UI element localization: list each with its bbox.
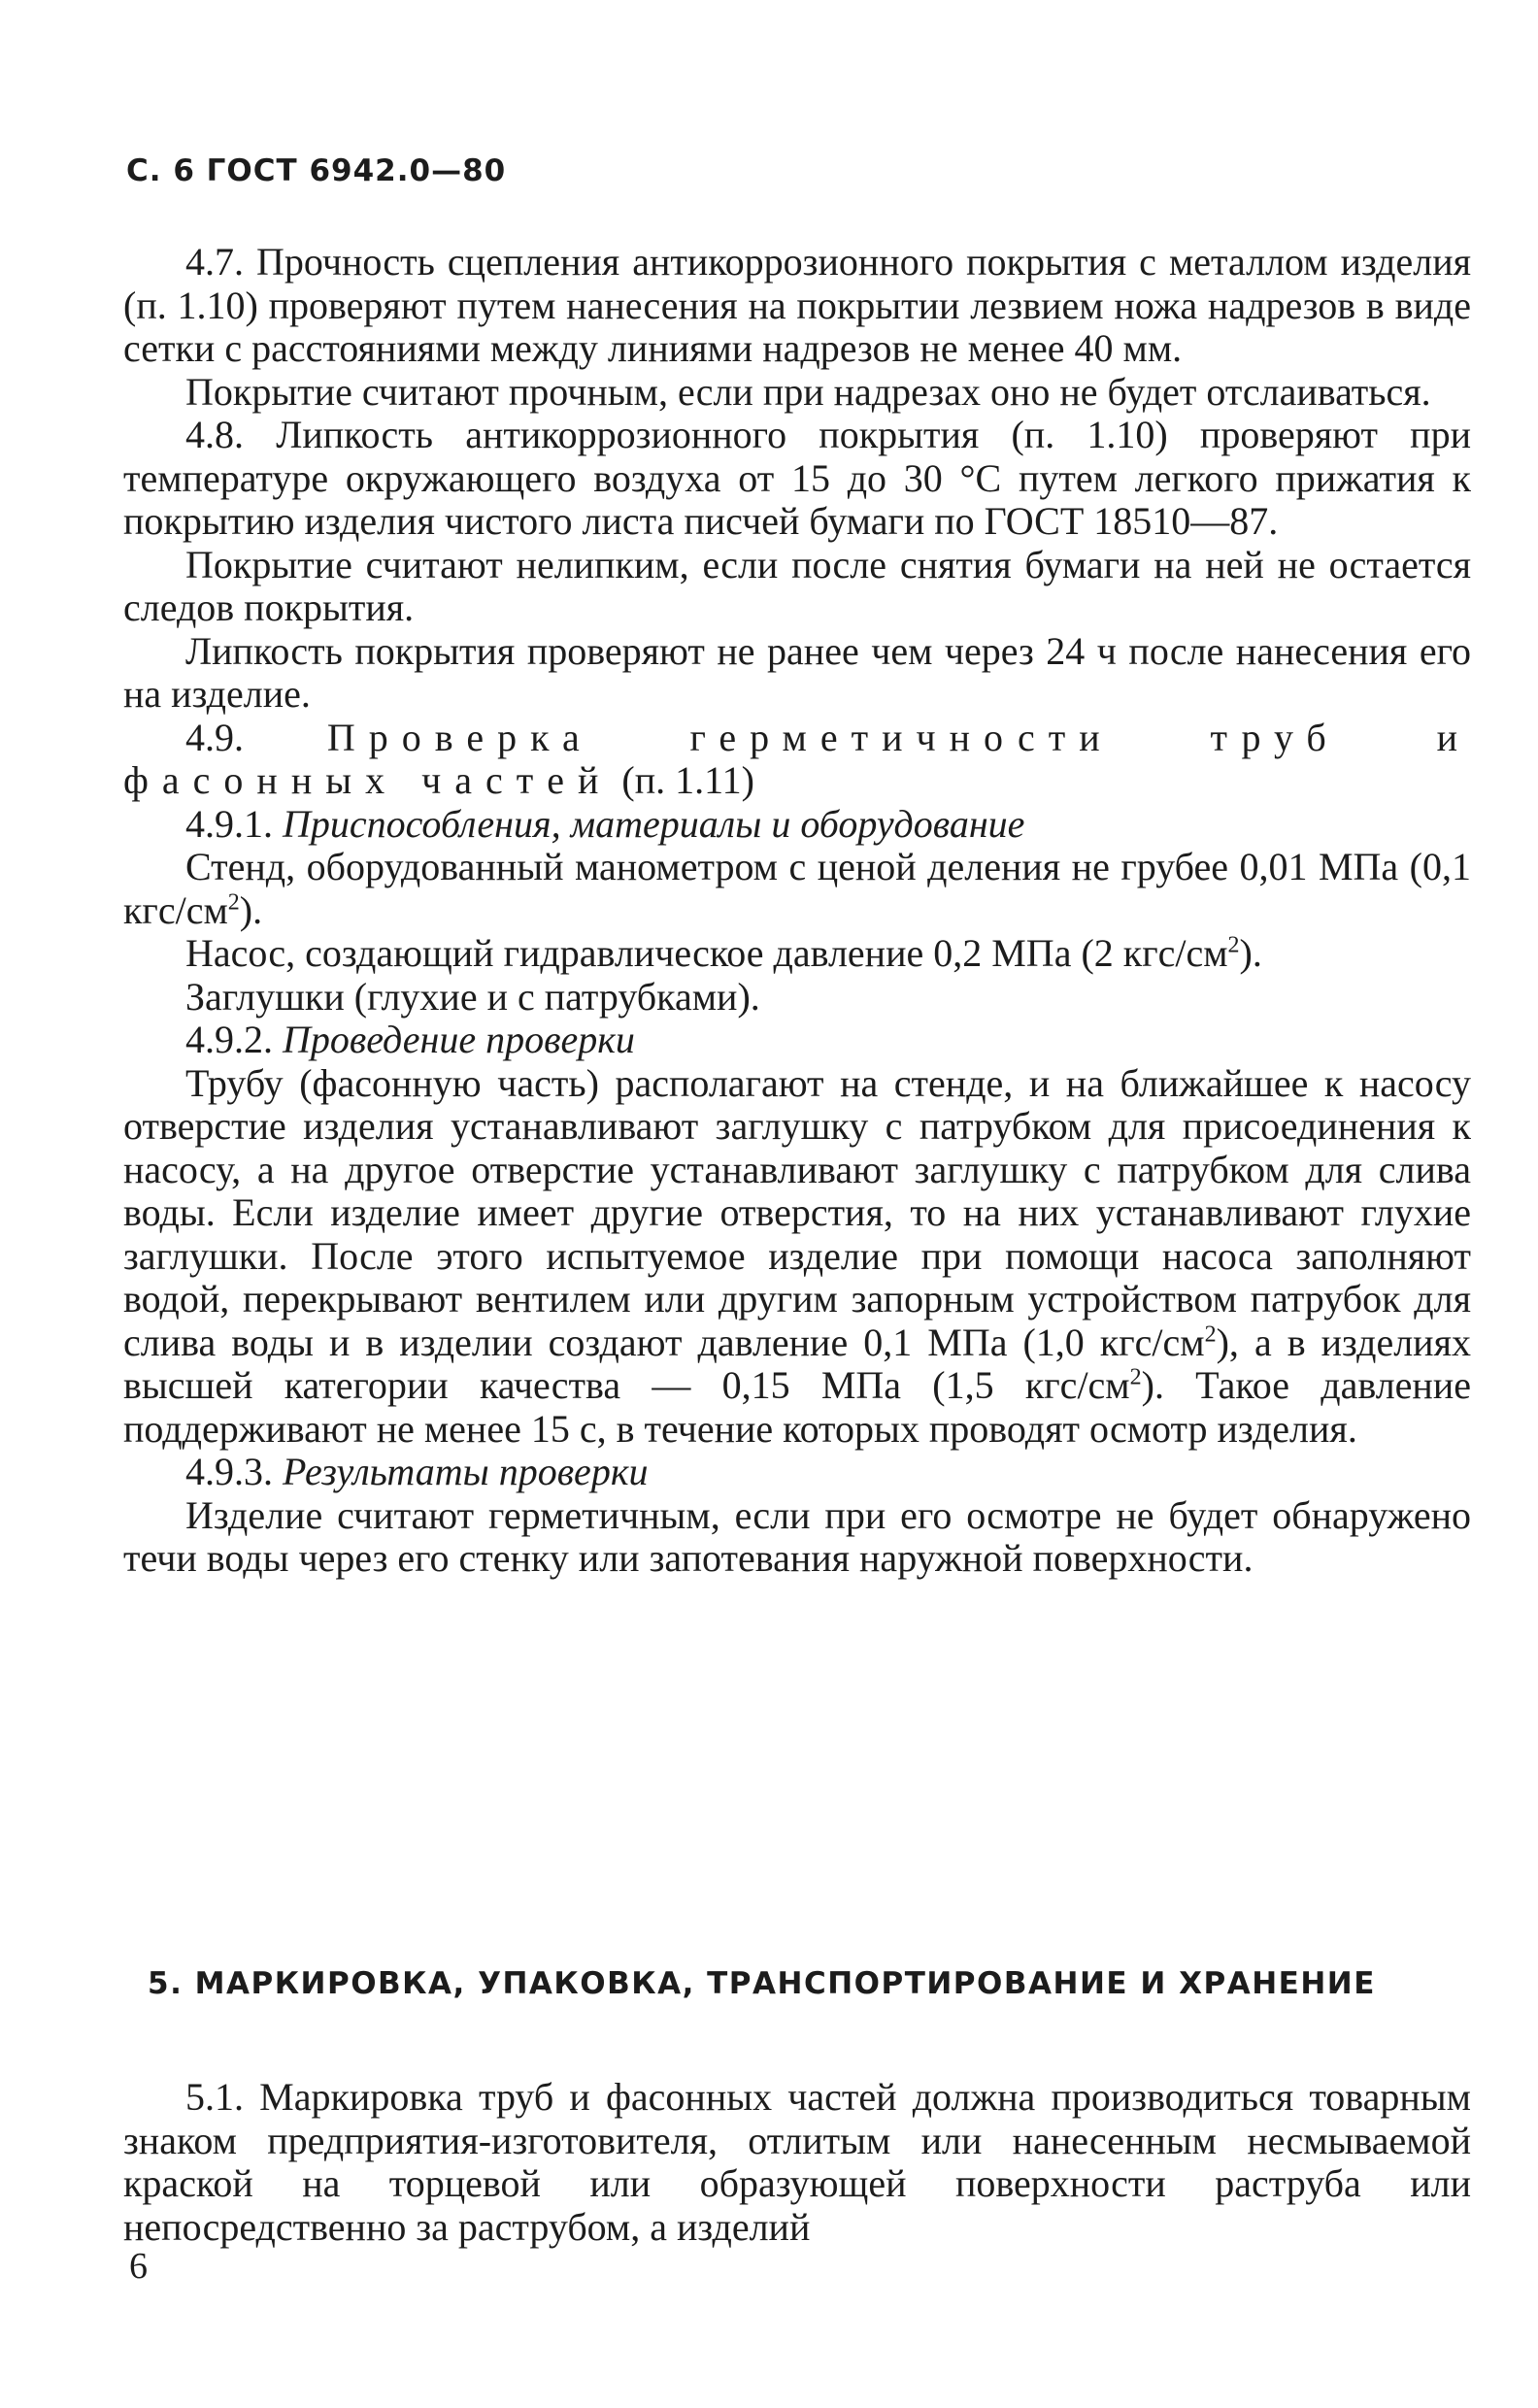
clause-title-italic: Проведение проверки	[283, 1018, 635, 1061]
paragraph-4-8-timing: Липкость покрытия проверяют не ранее чем через 24 ч после нанесения его на изделие.	[123, 628, 1471, 716]
superscript: 2	[1227, 932, 1240, 958]
paragraph-4-7: 4.7. Прочность сцепления антикоррозионного покрытия с металлом изделия (п. 1.10) проверяют путем нанесения на покрытии лезвием ножа надрезов в виде сетки с расстояниями между линиями надрезов не менее 40 мм.	[123, 240, 1471, 370]
paragraph-5-1: 5.1. Маркировка труб и фасонных частей должна производиться товарным знаком предприятия-изготовителя, отлитым или нанесенным несмываемой краской на торцевой или образующей поверхности раструба или непосредственно за раструбом, а изделий	[123, 2075, 1471, 2249]
clause-title-spaced: Проверка герметичности труб и фасонных частей	[123, 715, 1471, 802]
text-run: ).	[239, 887, 263, 932]
text-run: Трубу (фасонную часть) располагают на стенде, и на ближайшее к насосу отверстие изделия устанавливают заглушку с патрубком для присоединения к насосу, а на другое отверстие устанавливают заглушку с патрубком для слива воды. Если изделие имеет другие отверстия, то на них устанавливают глухие заглушки. После этого испытуемое изделие при помощи насоса заполняют водой, перекрывают вентилем или другим запорным устройством патрубок для слива воды и в изделии создают давление 0,1 МПа (1,0 кгс/см	[123, 1060, 1471, 1364]
text-run: ).	[1239, 931, 1262, 975]
paragraph-stand	[123, 846, 1471, 932]
paragraph-4-9-2	[123, 1019, 1471, 1062]
running-head: С. 6 ГОСТ 6942.0—80	[126, 153, 507, 188]
superscript: 2	[1129, 1364, 1142, 1390]
clause-title-italic: Приспособления, материалы и оборудование	[283, 801, 1025, 846]
paragraph-4-9-3	[123, 1451, 1471, 1494]
superscript: 2	[227, 889, 240, 916]
text-run: Насос, создающий гидравлическое давление 0,2 МПа (2 кгс/см	[185, 931, 1228, 975]
text-run: Стенд, оборудованный манометром с ценой деления не грубее 0,01 МПа (0,1 кгс/см	[123, 845, 1471, 932]
clause-number: 4.9.2.	[185, 1018, 273, 1061]
section-text	[123, 2076, 1471, 2249]
paragraph-pump	[123, 932, 1471, 976]
paragraph-plugs: Заглушки (глухие и с патрубками).	[185, 974, 760, 1019]
clause-reference: (п. 1.11)	[621, 758, 754, 802]
text-run: ), а в изделиях высшей категории качества — 0,15 МПа (1,5 кгс/см	[123, 1320, 1471, 1407]
paragraph-4-8: 4.8. Липкость антикоррозионного покрытия (п. 1.10) проверяют при температуре окружающего воздуха от 15 до 30 °С путем легкого прижатия к покрытию изделия чистого листа писчей бумаги по ГОСТ 18510—87.	[123, 413, 1471, 543]
paragraph-procedure	[123, 1062, 1471, 1452]
paragraph-result: Изделие считают герметичным, если при его осмотре не будет обнаружено течи воды через его стенку или запотевания наружной поверхности.	[123, 1492, 1471, 1580]
paragraph-4-9-1	[123, 803, 1471, 847]
main-text	[123, 241, 1471, 1581]
paragraph-4-9	[123, 717, 1471, 803]
section-heading: 5. МАРКИРОВКА, УПАКОВКА, ТРАНСПОРТИРОВАНИЕ И ХРАНЕНИЕ	[148, 1966, 1376, 2001]
paragraph-4-8-result: Покрытие считают нелипким, если после снятия бумаги на ней не остается следов покрытия.	[123, 542, 1471, 629]
clause-title-italic: Результаты проверки	[283, 1450, 649, 1493]
page-number: 6	[129, 2246, 148, 2287]
clause-number: 4.9.	[185, 715, 244, 759]
superscript: 2	[1204, 1321, 1217, 1348]
clause-number: 4.9.1.	[185, 801, 273, 846]
paragraph-4-7-result: Покрытие считают прочным, если при надрезах оно не будет отслаиваться.	[185, 369, 1431, 414]
text-run: ). Такое давление поддерживают не менее 15 с, в течение которых проводят осмотр изделия.	[123, 1363, 1471, 1451]
clause-number: 4.9.3.	[185, 1450, 273, 1493]
